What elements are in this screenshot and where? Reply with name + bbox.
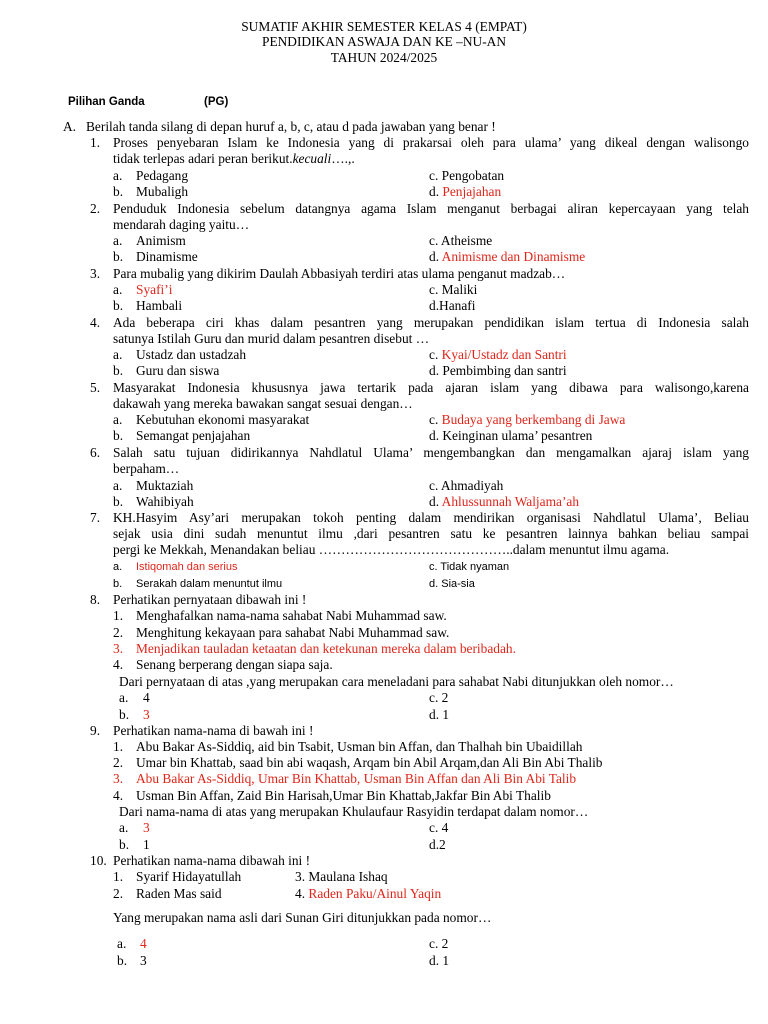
list-item: 3. Maulana Ishaq — [295, 869, 388, 884]
question-text: Salah satu tujuan didirikannya Nahdlatul Ulama’ mengembangkan dan mengamalkan ajaraj islam yang — [113, 445, 749, 460]
option-label: b. — [119, 837, 130, 852]
option-b: Dinamisme — [136, 249, 198, 264]
question-text: Perhatikan nama-nama dibawah ini ! — [113, 853, 311, 868]
correct-answer: Kyai/Ustadz dan Santri — [441, 347, 567, 362]
question-text: Penduduk Indonesia sebelum datangnya agama Islam menganut berbagai aliran kepercayaan yang telah — [113, 201, 749, 216]
option-label: a. — [113, 561, 123, 573]
option-c: c. Pengobatan — [429, 168, 505, 183]
option-c: c. Atheisme — [429, 233, 493, 248]
option-b: 3 — [140, 953, 147, 968]
option-label: a. — [113, 233, 123, 248]
question-text: Dari pernyataan di atas ,yang merupakan cara meneladani para sahabat Nabi ditunjukkan oleh nomor… — [119, 674, 674, 689]
option-label: a. — [117, 936, 127, 951]
correct-list-item: Menjadikan tauladan ketaatan dan ketekunan mereka dalam beribadah. — [136, 641, 516, 656]
option-label: a. — [119, 820, 129, 835]
option-label: b. — [119, 707, 130, 722]
instruction: Berilah tanda silang di depan huruf a, b, c, atau d pada jawaban yang benar ! — [86, 119, 496, 134]
list-number: 2. — [113, 886, 124, 901]
list-item: Menghafalkan nama-nama sahabat Nabi Muhammad saw. — [136, 608, 447, 623]
list-number: 1. — [113, 608, 124, 623]
list-item: Usman Bin Affan, Zaid Bin Harisah,Umar Bin Khattab,Jakfar Bin Abi Thalib — [136, 788, 551, 803]
option-d: d. 1 — [429, 953, 450, 968]
question-number: 10. — [90, 853, 107, 868]
list-number: 1. — [113, 869, 124, 884]
question-text: pergi ke Mekkah, Menandakan beliau ……………………………………..dalam menuntut ilmu agama. — [113, 542, 670, 557]
question-text: satunya Istilah Guru dan murid dalam pesantren disebut … — [113, 331, 430, 346]
section-title: Pilihan Ganda — [68, 96, 145, 108]
option-label: a. — [119, 690, 129, 705]
option-label: b. — [113, 578, 123, 590]
option-a: Kebutuhan ekonomi masyarakat — [136, 412, 310, 427]
option-d: d. Animisme dan Dinamisme — [429, 249, 586, 264]
option-label: b. — [113, 494, 124, 509]
list-number: 4. — [113, 788, 124, 803]
exam-subject: PENDIDIKAN ASWAJA DAN KE –NU-AN — [262, 34, 506, 49]
option-d: d. Sia-sia — [429, 578, 475, 590]
correct-answer: Syafi’i — [136, 282, 173, 297]
question-number: 1. — [90, 135, 101, 150]
list-number: 3. — [113, 641, 124, 656]
list-number: 3. — [113, 771, 124, 786]
question-number: 8. — [90, 592, 101, 607]
exam-year: TAHUN 2024/2025 — [330, 50, 438, 65]
option-c: c. 2 — [429, 690, 449, 705]
option-c: c. Budaya yang berkembang di Jawa — [429, 412, 626, 427]
option-d: d. Penjajahan — [429, 184, 502, 199]
list-item: 4. Raden Paku/Ainul Yaqin — [295, 886, 442, 901]
list-item: Umar bin Khattab, saad bin abi waqash, Arqam bin Abil Arqam,dan Ali Bin Abi Thalib — [136, 755, 603, 770]
list-item: Syarif Hidayatullah — [136, 869, 242, 884]
option-d: d. Ahlussunnah Waljama’ah — [429, 494, 580, 509]
question-text: Perhatikan nama-nama di bawah ini ! — [113, 723, 314, 738]
list-number: 2. — [113, 625, 124, 640]
correct-answer: Budaya yang berkembang di Jawa — [441, 412, 626, 427]
question-number: 3. — [90, 266, 101, 281]
option-a: Muktaziah — [136, 478, 194, 493]
option-b: Hambali — [136, 298, 183, 313]
option-label: b. — [113, 298, 124, 313]
question-text: sejak usia dini sudah menuntut ilmu ,dari pesantren satu ke pesantren lainnya bahkan beliau sampai — [113, 526, 749, 541]
correct-answer: 4 — [140, 936, 147, 951]
exam-title: SUMATIF AKHIR SEMESTER KELAS 4 (EMPAT) — [241, 19, 527, 34]
option-label: b. — [113, 184, 124, 199]
option-b: Mubaligh — [136, 184, 189, 199]
option-c: c. Ahmadiyah — [429, 478, 504, 493]
option-a: Ustadz dan ustadzah — [136, 347, 247, 362]
option-b: Serakah dalam menuntut ilmu — [136, 578, 283, 590]
option-label: b. — [113, 249, 124, 264]
option-d: d. 1 — [429, 707, 450, 722]
option-a: 4 — [143, 690, 150, 705]
option-c: c. Kyai/Ustadz dan Santri — [429, 347, 567, 362]
question-text: Yang merupakan nama asli dari Sunan Giri ditunjukkan pada nomor… — [113, 910, 492, 925]
question-text: Ada beberapa ciri khas dalam pesantren yang merupakan pendidikan islam tertua di Indonesia salah — [113, 315, 749, 330]
section-code: (PG) — [204, 96, 229, 108]
list-number: 2. — [113, 755, 124, 770]
option-b: Semangat penjajahan — [136, 428, 251, 443]
question-text: Dari nama-nama di atas yang merupakan Khulaufaur Rasyidin terdapat dalam nomor… — [119, 804, 589, 819]
option-label: b. — [113, 428, 124, 443]
question-text: dakawah yang mereka bawakan sangat sesuai dengan… — [113, 396, 413, 411]
option-a: Pedagang — [136, 168, 189, 183]
list-number: 4. — [113, 657, 124, 672]
section-letter: A. — [63, 119, 77, 134]
question-number: 5. — [90, 380, 101, 395]
correct-answer: Istiqomah dan serius — [136, 561, 238, 573]
option-label: a. — [113, 412, 123, 427]
correct-list-item: Abu Bakar As-Siddiq, Umar Bin Khattab, Usman Bin Affan dan Ali Bin Abi Talib — [136, 771, 577, 786]
option-label: b. — [117, 953, 128, 968]
question-number: 7. — [90, 510, 101, 525]
question-text: KH.Hasyim Asy’ari merupakan tokoh penting dalam mendirikan organisasi Nahdlatul Ulama’, Beliau — [113, 510, 749, 525]
option-label: a. — [113, 168, 123, 183]
question-text: Masyarakat Indonesia khususnya jawa tertarik pada ajaran islam yang dibawa para walisongo,karena — [113, 380, 749, 395]
question-number: 2. — [90, 201, 101, 216]
list-item: Menghitung kekayaan para sahabat Nabi Muhammad saw. — [136, 625, 450, 640]
question-text: Proses penyebaran Islam ke Indonesia yang di prakarsai oleh para ulama’ yang dikeal dengan walisongo — [113, 135, 749, 150]
option-label: a. — [113, 282, 123, 297]
list-item: Senang berperang dengan siapa saja. — [136, 657, 333, 672]
question-number: 9. — [90, 723, 101, 738]
option-a: Animism — [136, 233, 186, 248]
list-item: Raden Mas said — [136, 886, 222, 901]
correct-list-item: Raden Paku/Ainul Yaqin — [308, 886, 442, 901]
question-text: Perhatikan pernyataan dibawah ini ! — [113, 592, 307, 607]
option-b: Guru dan siswa — [136, 363, 220, 378]
option-d: d.2 — [429, 837, 446, 852]
option-c: c. Maliki — [429, 282, 478, 297]
option-d: d.Hanafi — [429, 298, 476, 313]
correct-answer: Animisme dan Dinamisme — [441, 249, 586, 264]
correct-answer: 3 — [143, 707, 150, 722]
correct-answer: Penjajahan — [442, 184, 502, 199]
option-label: a. — [113, 478, 123, 493]
list-item: Abu Bakar As-Siddiq, aid bin Tsabit, Usman bin Affan, dan Thalhah bin Ubaidillah — [136, 739, 583, 754]
option-b: Wahibiyah — [136, 494, 194, 509]
option-d: d. Keinginan ulama’ pesantren — [429, 428, 593, 443]
option-b: 1 — [143, 837, 150, 852]
question-text: mendarah daging yaitu… — [113, 217, 250, 232]
question-number: 4. — [90, 315, 101, 330]
question-text: Para mubalig yang dikirim Daulah Abbasiyah terdiri atas ulama penganut madzab… — [113, 266, 566, 281]
option-d: d. Pembimbing dan santri — [429, 363, 567, 378]
question-text: berpaham… — [113, 461, 180, 476]
option-label: b. — [113, 363, 124, 378]
question-text: tidak terlepas adari peran berikut.kecuali….,. — [113, 151, 355, 166]
correct-answer: 3 — [143, 820, 150, 835]
list-number: 1. — [113, 739, 124, 754]
question-number: 6. — [90, 445, 101, 460]
option-label: a. — [113, 347, 123, 362]
emphasis: kecuali — [292, 151, 332, 166]
option-c: c. 2 — [429, 936, 449, 951]
option-c: c. 4 — [429, 820, 449, 835]
correct-answer: Ahlussunnah Waljama’ah — [441, 494, 580, 509]
option-c: c. Tidak nyaman — [429, 561, 510, 573]
